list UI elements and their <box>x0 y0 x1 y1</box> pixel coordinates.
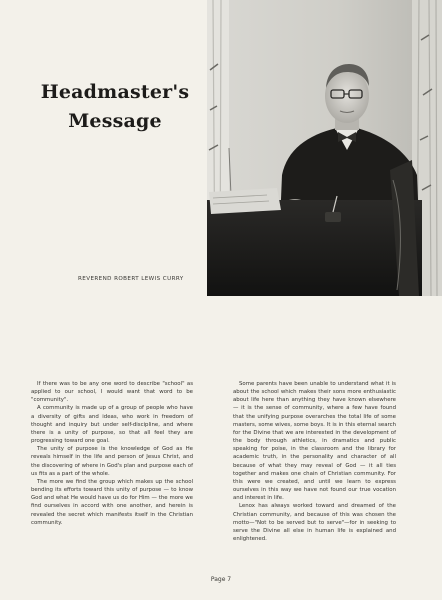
page-title <box>30 78 200 136</box>
paragraph: If there was to be any one word to describe "school" as applied to our school, I would want that word to be "community". <box>31 381 193 404</box>
title-line-1: Headmaster's <box>40 81 190 103</box>
paragraph: Some parents have been unable to understand what it is about the school which makes their sons more enthusiastic about life here than anything they have known elsewhere — it is the sense of community, where a few have found that the unifying purpose overarches the total life of some masters, some wives, some boys. It is in this eternal search for the Divine that we are interested in the development of the body through athletics, in dramatics and public speaking for poise, in the classroom and the library for academic truth, in the personality and character of all because of what they may reveal of God — it all ties together and makes one chain of Christian community. For this were we created, and until we learn to express ourselves in this way we have not found our true vocation and interest in life. <box>233 381 396 502</box>
headmaster-photo <box>207 0 442 296</box>
paragraph: A community is made up of a group of people who have a diversity of gifts and ideas, who work in freedom of thought and inquiry but under self-discipline, and where there is a unity of purpose, so that all feel they are progressing toward one goal. <box>31 405 193 445</box>
message-column-left <box>31 380 193 527</box>
paragraph: The unity of purpose is the knowledge of God as He reveals himself in the life and person of Jesus Christ, and the discovering of where in God's plan and purpose each of us fits as a part of the whole. <box>31 446 193 477</box>
title-line-2: Message <box>68 110 162 132</box>
paragraph: Lenox has always worked toward and dreamed of the Christian community, and because of this was chosen the motto—"Not to be served but to serve"—for in seeking to serve the Divine all else in human life is explained and enlightened. <box>233 503 396 542</box>
page-number: Page 7 <box>210 576 232 583</box>
message-column-right <box>233 380 396 543</box>
paragraph: The more we find the group which makes up the school bending its efforts toward this unity of purpose — to know God and what He would have us do for Him — the more we find ourselves in accord with one another, and herein is revealed the secret which manifests itself in the Christian community. <box>31 478 193 526</box>
photo-caption: REVEREND ROBERT LEWIS CURRY <box>78 276 184 282</box>
